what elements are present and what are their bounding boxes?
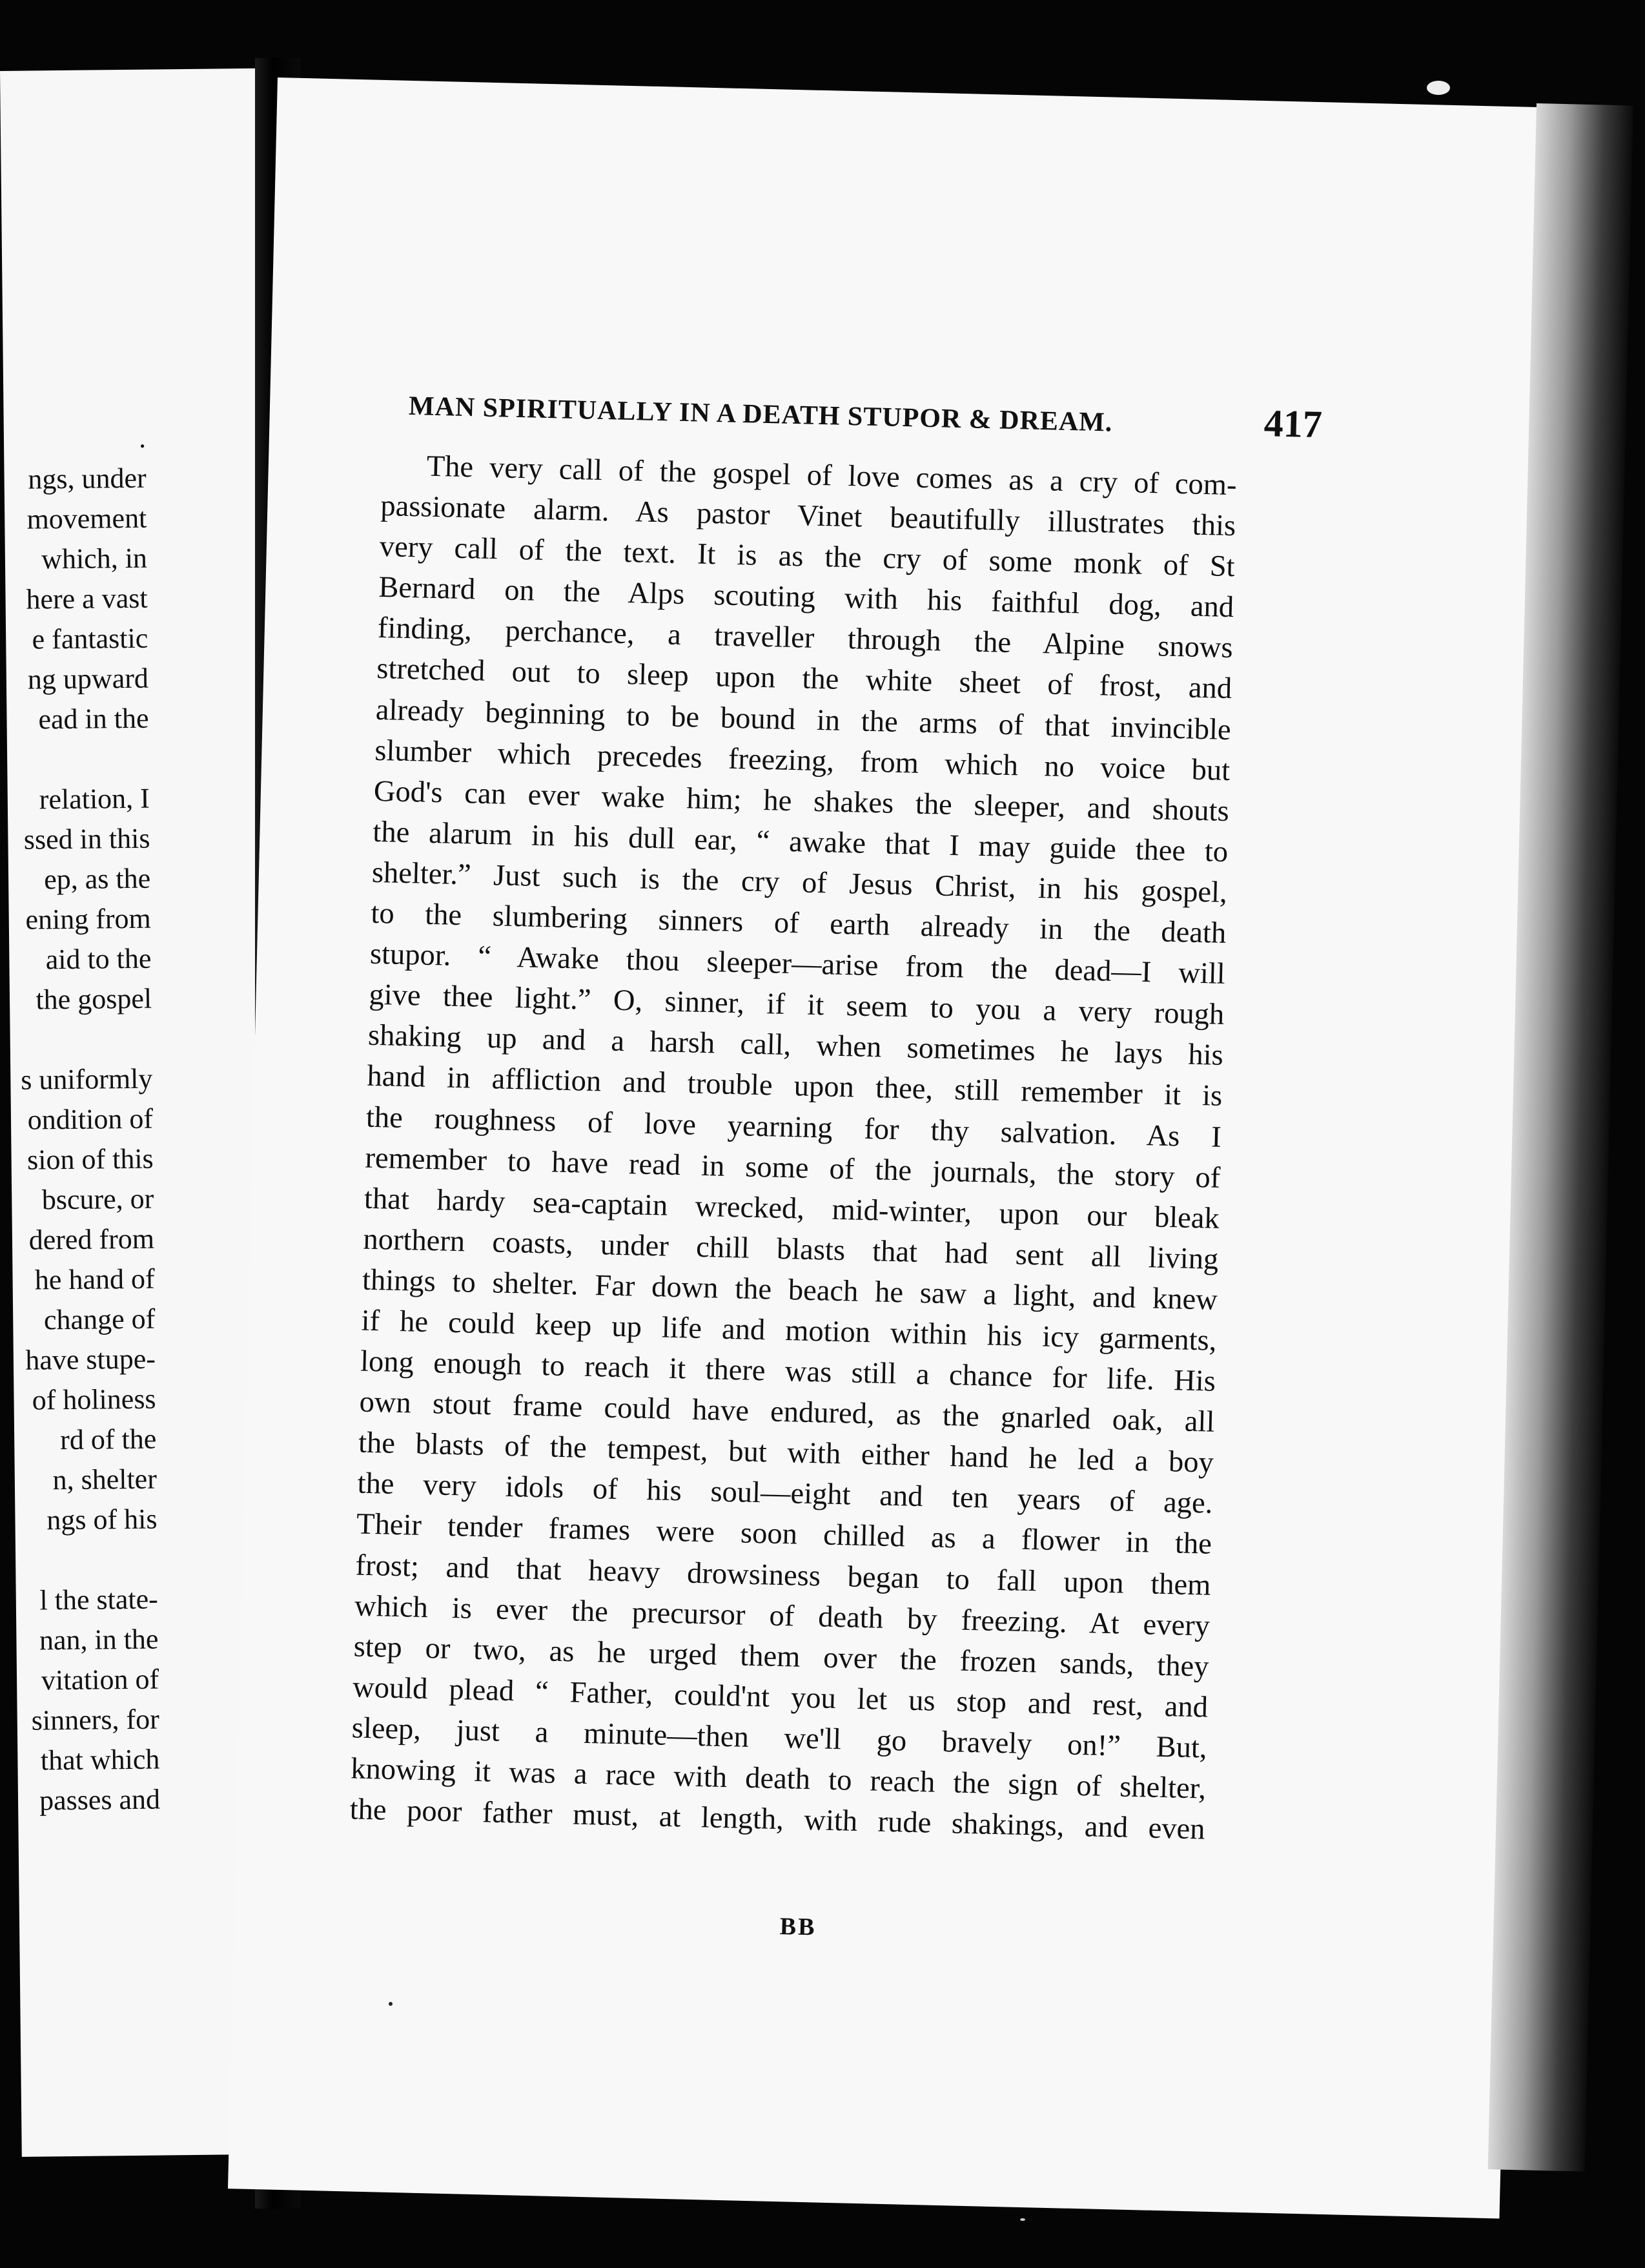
body-text-line: God's can ever wake him; he shakes the sleeper, and shouts (373, 774, 1230, 828)
body-text-line: things to shelter. Far down the beach he saw a light, and knew (362, 1263, 1218, 1317)
body-text-line: slumber which precedes freezing, from which no voice but (374, 734, 1231, 787)
body-text-line: shelter.” Just such is the cry of Jesus Christ, in his gospel, (371, 856, 1228, 909)
paragraph-gap (0, 739, 149, 781)
body-text-line: Bernard on the Alps scouting with his faithful dog, and (378, 571, 1234, 624)
body-text-line: very call of the text. It is as the cry of some monk of St (379, 530, 1236, 584)
facing-page-line: movement (26, 502, 147, 535)
paragraph-gap (0, 1540, 158, 1582)
facing-page-line: ening from (25, 902, 152, 936)
body-text-line: long enough to reach it there was still a chance for life. His (360, 1345, 1216, 1398)
body-text-line: stretched out to sleep upon the white sheet of frost, and (376, 652, 1232, 706)
scan-speck (1020, 2218, 1025, 2221)
facing-page-line: ngs, under (28, 462, 147, 495)
body-text-line: The very call of the gospel of love comes as a cry of com- (426, 449, 1238, 502)
facing-page-line: ssed in this (23, 822, 150, 856)
body-text-line: Their tender frames were soon chilled as a flower in the (356, 1507, 1212, 1562)
book-page (228, 77, 1549, 2219)
facing-page-line: n, shelter (52, 1463, 158, 1496)
body-text-line: give thee light.” O, sinner, if it seem to you a very rough (368, 978, 1225, 1032)
facing-page-line: ead in the (38, 702, 149, 736)
scan-speck (389, 2002, 393, 2006)
facing-page-line: ngs of his (46, 1503, 158, 1536)
body-text-line: finding, perchance, a traveller through the Alpine snows (377, 612, 1234, 665)
facing-page-line: ng upward (27, 662, 149, 696)
facing-page-line: dered from (28, 1222, 155, 1256)
body-text-line: the very idols of his soul—eight and ten years of age. (357, 1467, 1213, 1521)
facing-page-line: . (138, 422, 147, 454)
facing-page-line: here a vast (26, 582, 148, 615)
body-text-line: to the slumbering sinners of earth already in the death (370, 896, 1227, 951)
scan-speck (1427, 81, 1450, 95)
facing-page-line: passes and (39, 1783, 161, 1817)
facing-page-line: which, in (41, 542, 148, 575)
running-head: MAN SPIRITUALLY IN A DEATH STUPOR & DREAM. (408, 391, 1113, 438)
printer-signature-mark: BB (779, 1913, 817, 1941)
body-text-line: northern coasts, under chill blasts that had sent all living (363, 1222, 1219, 1276)
facing-page-line: e fantastic (32, 622, 148, 655)
facing-page-line: bscure, or (41, 1182, 154, 1216)
facing-page-line: ondition of (27, 1102, 154, 1136)
facing-page-line: l the state- (39, 1583, 159, 1616)
body-text-line: would plead “ Father, could'nt you let us stop and rest, and (352, 1671, 1209, 1724)
facing-page-line: s uniformly (20, 1062, 153, 1096)
body-text-line: own stout frame could have endured, as the gnarled oak, all (359, 1385, 1215, 1439)
body-text-line: knowing it was a race with death to reach the sign of shelter, (350, 1752, 1207, 1806)
body-text-line: which is ever the precursor of death by freezing. At every (354, 1589, 1211, 1643)
body-text-line: that hardy sea-captain wrecked, mid-winter, upon our bleak (363, 1182, 1220, 1235)
facing-page-line: rd of the (59, 1423, 157, 1456)
body-text-line: step or two, as he urged them over the frozen sands, they (353, 1630, 1210, 1684)
facing-page-line: of holiness (32, 1383, 156, 1416)
facing-page-text (0, 418, 160, 1822)
body-text-line: remember to have read in some of the journals, the story of (365, 1141, 1221, 1195)
body-text-line: sleep, just a minute—then we'll go bravely on!” But, (351, 1711, 1208, 1765)
facing-page-line: he hand of (34, 1263, 155, 1296)
paragraph-gap (0, 1019, 152, 1062)
body-text-line: shaking up and a harsh call, when sometimes he lays his (367, 1019, 1224, 1073)
body-text-line: the roughness of love yearning for thy salvation. As I (365, 1100, 1222, 1154)
body-text-line: stupor. “ Awake thou sleeper—arise from the dead—I will (369, 937, 1226, 991)
body-text-line: already beginning to be bound in the arms of that invincible (375, 693, 1232, 747)
page-number: 417 (1263, 402, 1323, 446)
facing-page-line: nan, in the (39, 1623, 159, 1656)
facing-page-line: ep, as the (43, 862, 151, 896)
facing-page-line: sinners, for (31, 1703, 159, 1737)
facing-page-line: the gospel (36, 982, 152, 1016)
facing-page-line: that which (40, 1743, 160, 1777)
facing-page-line: aid to the (45, 942, 152, 976)
body-text-line: the alarum in his dull ear, “ awake that I may guide thee to (372, 815, 1229, 869)
body-text-line: passionate alarm. As pastor Vinet beautifully illustrates this (380, 490, 1236, 543)
body-text-line: frost; and that heavy drowsiness began to fall upon them (355, 1549, 1211, 1602)
facing-page-line: relation, I (39, 782, 150, 816)
body-text-line: hand in affliction and trouble upon thee, still remember it is (367, 1060, 1223, 1113)
body-text-line: if he could keep up life and motion within his icy garments, (361, 1304, 1217, 1357)
facing-page-line: sion of this (26, 1142, 154, 1176)
body-text (349, 445, 1237, 1850)
facing-page-line: have stupe- (25, 1343, 156, 1376)
facing-page-line: vitation of (41, 1663, 159, 1696)
facing-page-line: change of (43, 1303, 156, 1336)
body-text-line: the poor father must, at length, with rude shakings, and even (349, 1793, 1206, 1846)
body-text-line: the blasts of the tempest, but with either hand he led a boy (358, 1426, 1214, 1479)
